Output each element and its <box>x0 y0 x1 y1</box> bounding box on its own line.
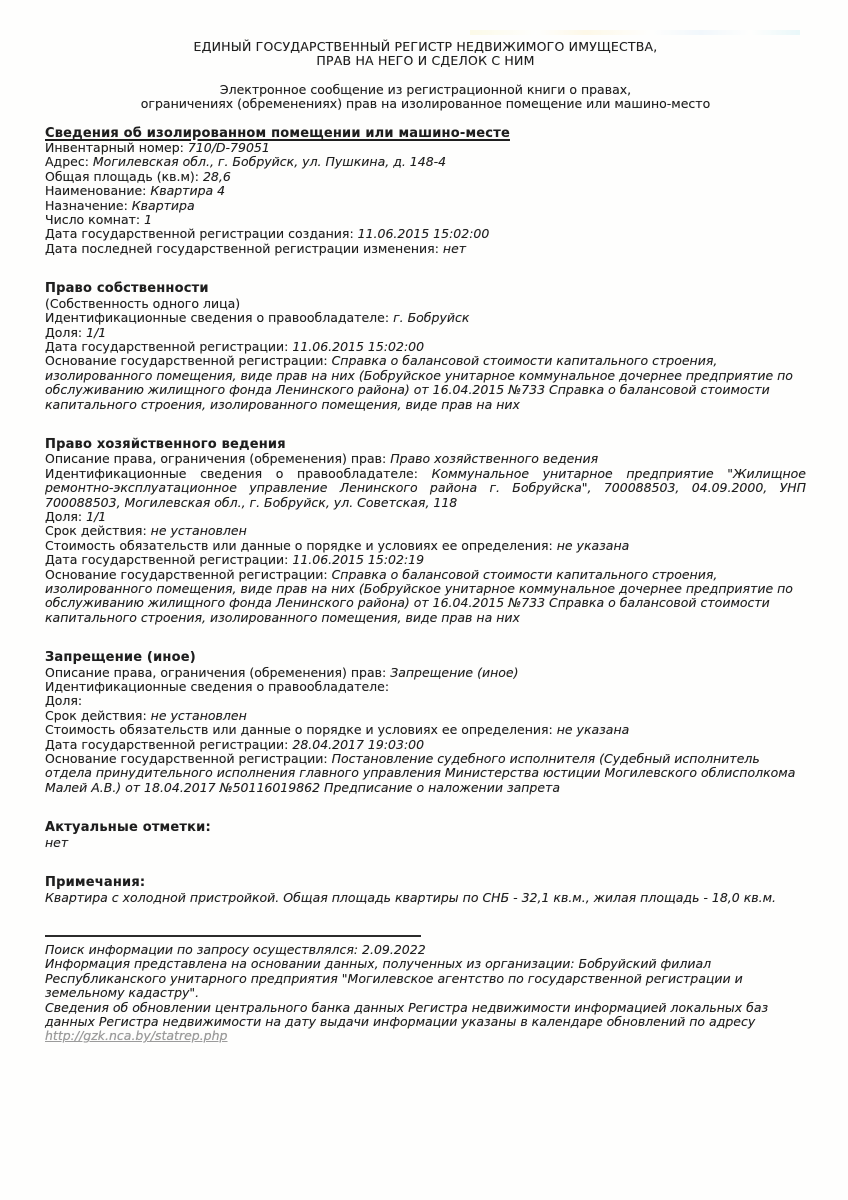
field-label: Стоимость обязательств или данные о порядке и условиях ее определения: <box>45 537 553 553</box>
section-subheading: (Собственность одного лица) <box>45 295 241 311</box>
footer-search-label: Поиск информации по запросу осуществлялся: <box>45 941 359 957</box>
field-label: Идентификационные сведения о правообладателе: <box>45 679 390 695</box>
field-value: 11.06.2015 15:02:00 <box>357 226 490 242</box>
separator-line <box>45 935 421 937</box>
field-value: Могилевская обл., г. Бобруйск, ул. Пушкина, д. 148-4 <box>92 154 447 170</box>
field-label: Основание государственной регистрации: <box>45 353 328 369</box>
message-subtitle-line1: Электронное сообщение из регистрационной книги о правах, <box>219 81 632 97</box>
field-row <box>45 170 806 184</box>
footer-update-text: Сведения об обновлении центрального банка данных Регистра недвижимости информацией локальных баз данных Регистра недвижимости на дату выдачи информации указаны в календаре обновлений по адресу <box>45 999 769 1029</box>
field-value: 710/D-79051 <box>187 140 270 156</box>
field-label: Дата государственной регистрации: <box>45 552 289 568</box>
section-heading: Примечания: <box>45 875 146 891</box>
message-subtitle-line2: ограничениях (обременениях) прав на изолированное помещение или машино-место <box>140 96 711 112</box>
footer-search-row <box>45 943 806 957</box>
footer-source-text: Информация представлена на основании данных, полученных из организации: Бобруйский филиал Республиканского унитарного предприятия "Могилевское агентство по государственной регистрации и земельному кадастру". <box>45 956 743 1001</box>
field-row <box>45 752 806 795</box>
field-label: Описание права, ограничения (обременения) прав: <box>45 664 387 680</box>
registry-title-line1: ЕДИНЫЙ ГОСУДАРСТВЕННЫЙ РЕГИСТР НЕДВИЖИМОГО ИМУЩЕСТВА, <box>193 39 658 54</box>
field-row <box>45 155 806 169</box>
message-subtitle <box>45 83 806 112</box>
field-value: не установлен <box>150 707 247 723</box>
field-value: не указана <box>556 537 630 553</box>
field-row <box>45 452 806 466</box>
field-row <box>45 354 806 412</box>
field-label: Идентификационные сведения о правообладателе: <box>45 310 390 326</box>
field-value: 11.06.2015 15:02:00 <box>292 338 425 354</box>
section-economic-management <box>45 438 806 625</box>
field-row <box>45 213 806 227</box>
field-value: Квартира с холодной пристройкой. Общая площадь квартиры по СНБ - 32,1 кв.м., жилая площадь - 18,0 кв.м. <box>45 889 776 905</box>
field-value: Справка о балансовой стоимости капитального строения, изолированного помещения, виде прав на них (Бобруйское унитарное коммунальное дочернее предприятие по обслуживанию жилищного фонда Ленинского района) от 16.04.2015 №733 Справка о балансовой стоимости капитального строения, изолированного помещения, виде прав на них <box>45 353 793 412</box>
section-notes <box>45 876 806 905</box>
field-row <box>45 184 806 198</box>
field-label: Основание государственной регистрации: <box>45 751 328 767</box>
field-value: нет <box>45 834 69 850</box>
section-ownership <box>45 282 806 412</box>
field-row <box>45 553 806 567</box>
field-label: Дата последней государственной регистрации изменения: <box>45 240 439 256</box>
field-label: Дата государственной регистрации создания: <box>45 226 354 242</box>
field-row <box>45 539 806 553</box>
field-value: 28,6 <box>202 168 231 184</box>
field-label: Дата государственной регистрации: <box>45 736 289 752</box>
field-row <box>45 340 806 354</box>
field-label: Доля: <box>45 508 83 524</box>
section-heading: Право собственности <box>45 281 209 297</box>
field-label: Срок действия: <box>45 523 147 539</box>
field-label: Доля: <box>45 324 83 340</box>
field-value: не установлен <box>150 523 247 539</box>
section-heading: Актуальные отметки: <box>45 820 211 836</box>
field-value: Квартира 4 <box>150 183 226 199</box>
field-row <box>45 891 806 905</box>
field-label: Дата государственной регистрации: <box>45 338 289 354</box>
field-row <box>45 510 806 524</box>
field-label: Описание права, ограничения (обременения) прав: <box>45 451 387 467</box>
field-row <box>45 738 806 752</box>
field-label: Наименование: <box>45 183 147 199</box>
field-value: не указана <box>556 722 630 738</box>
field-value: 1/1 <box>86 324 107 340</box>
field-value: Квартира <box>131 197 195 213</box>
field-row <box>45 709 806 723</box>
field-label: Доля: <box>45 693 83 709</box>
field-label: Общая площадь (кв.м): <box>45 168 199 184</box>
section-actual-marks <box>45 821 806 850</box>
scan-artifact <box>470 30 800 35</box>
registry-url-link: http://gzk.nca.by/statrep.php <box>45 1028 228 1044</box>
field-label: Число комнат: <box>45 212 141 228</box>
field-row <box>45 723 806 737</box>
section-heading: Сведения об изолированном помещении или машино-месте <box>45 125 510 141</box>
field-label: Инвентарный номер: <box>45 140 184 156</box>
field-label: Идентификационные сведения о правообладателе: <box>45 465 418 481</box>
field-value: г. Бобруйск <box>393 310 470 326</box>
field-value: Право хозяйственного ведения <box>390 451 599 467</box>
field-row <box>45 524 806 538</box>
field-value: 1/1 <box>86 508 107 524</box>
field-row <box>45 326 806 340</box>
field-row <box>45 311 806 325</box>
section-heading: Право хозяйственного ведения <box>45 436 286 452</box>
footer-search-date: 2.09.2022 <box>362 941 426 957</box>
field-value: Справка о балансовой стоимости капитального строения, изолированного помещения, виде прав на них (Бобруйское унитарное коммунальное дочернее предприятие по обслуживанию жилищного фонда Ленинского района) от 16.04.2015 №733 Справка о балансовой стоимости капитального строения, изолированного помещения, виде прав на них <box>45 566 793 625</box>
field-row <box>45 467 806 510</box>
field-value: 28.04.2017 19:03:00 <box>292 736 425 752</box>
field-row <box>45 568 806 626</box>
field-row <box>45 666 806 680</box>
field-label: Адрес: <box>45 154 89 170</box>
field-value: 11.06.2015 15:02:19 <box>292 552 425 568</box>
field-row <box>45 199 806 213</box>
section-prohibition <box>45 651 806 795</box>
field-value: Коммунальное унитарное предприятие "Жилищное ремонтно-эксплуатационное управление Ленинского района г. Бобруйска", 700088503, 04.09.2000, УНП 700088503, Могилевская обл., г. Бобруйск, ул. Советская, 118 <box>45 465 806 510</box>
field-value: Запрещение (иное) <box>390 664 519 680</box>
field-row <box>45 141 806 155</box>
field-row <box>45 242 806 256</box>
footer-url-row <box>45 1029 806 1043</box>
section-heading: Запрещение (иное) <box>45 650 196 666</box>
field-row <box>45 836 806 850</box>
field-row <box>45 227 806 241</box>
registry-title <box>45 40 806 69</box>
section-object-info <box>45 127 806 257</box>
field-label: Назначение: <box>45 197 128 213</box>
field-label: Срок действия: <box>45 707 147 723</box>
field-label: Основание государственной регистрации: <box>45 566 328 582</box>
field-value: Постановление судебного исполнителя (Судебный исполнитель отдела принудительного исполнения главного управления Министерства юстиции Могилевского облисполкома Малей А.В.) от 18.04.2017 №50116019862 Предписание о наложении запрета <box>45 751 796 795</box>
registry-title-line2: ПРАВ НА НЕГО И СДЕЛОК С НИМ <box>316 53 535 69</box>
field-row <box>45 680 806 694</box>
document-footer <box>45 935 806 1044</box>
field-value: нет <box>442 240 467 256</box>
field-row <box>45 694 806 708</box>
field-label: Стоимость обязательств или данные о порядке и условиях ее определения: <box>45 722 553 738</box>
field-value: 1 <box>144 212 153 228</box>
